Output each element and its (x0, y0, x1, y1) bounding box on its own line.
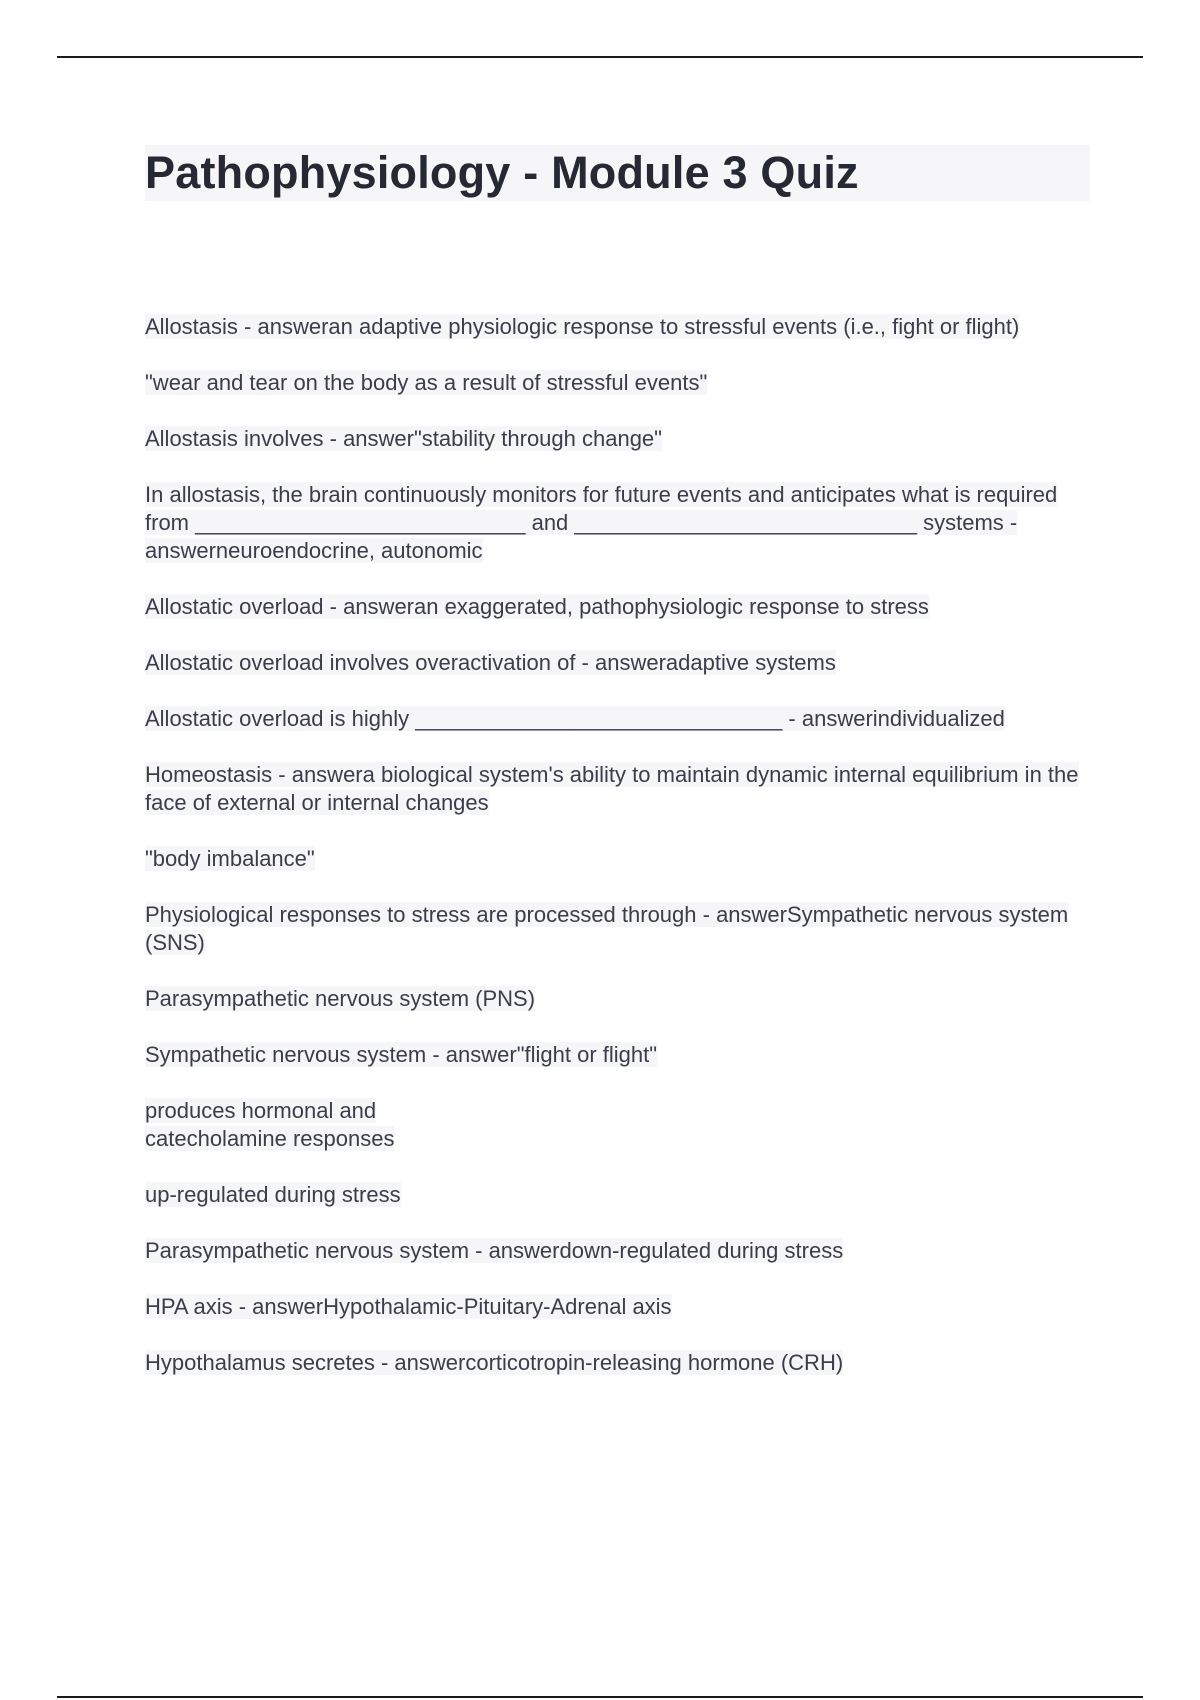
entry-physiological-responses (145, 901, 1090, 957)
entry-text: produces hormonal and catecholamine responses (145, 1098, 395, 1151)
entry-allostasis-involves (145, 425, 1090, 453)
entry-homeostasis (145, 761, 1090, 817)
entry-hormonal-responses (145, 1097, 1090, 1153)
entry-hpa-axis (145, 1293, 1090, 1321)
document-title: Pathophysiology - Module 3 Quiz (145, 145, 1090, 201)
entry-pns (145, 985, 1090, 1013)
entry-text: Homeostasis - answera biological system's ability to maintain dynamic internal equilibrium in the face of external or internal changes (145, 762, 1079, 815)
entry-hypothalamus-secretes (145, 1349, 1090, 1377)
entry-text: up-regulated during stress (145, 1182, 401, 1207)
bottom-rule (57, 1696, 1143, 1698)
entry-allostasis (145, 313, 1090, 341)
entry-text: "wear and tear on the body as a result of stressful events" (145, 370, 708, 395)
top-rule (57, 56, 1143, 58)
entry-up-regulated (145, 1181, 1090, 1209)
entry-overactivation (145, 649, 1090, 677)
entry-text: Allostasis involves - answer"stability through change" (145, 426, 662, 451)
entry-brain-monitors (145, 481, 1090, 565)
entry-highly-individualized (145, 705, 1090, 733)
entry-text: In allostasis, the brain continuously monitors for future events and anticipates what is required from ___________________________ and ____________________________ systems - answerneuroendocrine, autonomic (145, 482, 1058, 563)
entry-text: Allostatic overload is highly ______________________________ - answerindividualized (145, 706, 1005, 731)
entry-allostatic-overload (145, 593, 1090, 621)
entry-text: Allostasis - answeran adaptive physiologic response to stressful events (i.e., fight or flight) (145, 314, 1020, 339)
entry-text: Hypothalamus secretes - answercorticotropin-releasing hormone (CRH) (145, 1350, 844, 1375)
entry-text: "body imbalance" (145, 846, 315, 871)
entry-text: Sympathetic nervous system - answer"flight or flight" (145, 1042, 658, 1067)
entry-list (145, 313, 1090, 1377)
entry-text: Physiological responses to stress are processed through - answerSympathetic nervous system (SNS) (145, 902, 1069, 955)
entry-sns (145, 1041, 1090, 1069)
entry-text: HPA axis - answerHypothalamic-Pituitary-Adrenal axis (145, 1294, 672, 1319)
entry-pns-down-regulated (145, 1237, 1090, 1265)
entry-wear-and-tear (145, 369, 1090, 397)
document-body (145, 145, 1090, 1405)
entry-body-imbalance (145, 845, 1090, 873)
entry-text: Parasympathetic nervous system - answerdown-regulated during stress (145, 1238, 844, 1263)
entry-text: Parasympathetic nervous system (PNS) (145, 986, 536, 1011)
entry-text: Allostatic overload - answeran exaggerated, pathophysiologic response to stress (145, 594, 929, 619)
entry-text: Allostatic overload involves overactivation of - answeradaptive systems (145, 650, 836, 675)
